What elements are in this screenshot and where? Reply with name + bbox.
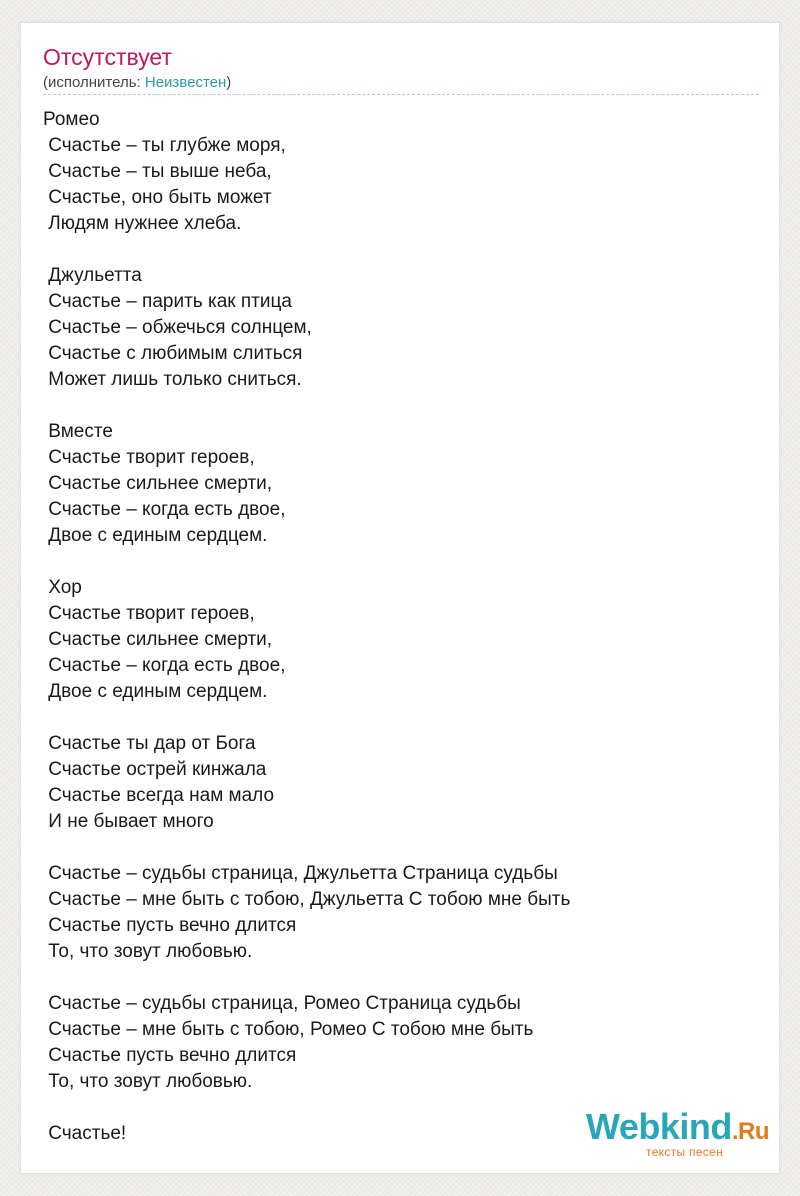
lyric-line: Вместе bbox=[43, 421, 113, 442]
lyric-line bbox=[43, 965, 759, 991]
lyric-line bbox=[43, 549, 759, 575]
title-divider bbox=[43, 94, 759, 95]
lyric-line: Счастье! bbox=[43, 1123, 127, 1144]
lyric-line bbox=[43, 237, 759, 263]
lyric-line: Счастье творит героев, bbox=[43, 447, 255, 468]
lyric-line: Ромео bbox=[43, 109, 100, 130]
logo-tagline: тексты песен bbox=[646, 1145, 723, 1159]
lyric-line: Людям нужнее хлеба. bbox=[43, 213, 242, 234]
lyric-line bbox=[43, 393, 759, 419]
logo-main-text: Webkind bbox=[585, 1106, 732, 1147]
lyric-line: Счастье острей кинжала bbox=[43, 759, 267, 780]
artist-link[interactable]: Неизвестен bbox=[144, 74, 227, 91]
lyric-line: Счастье всегда нам мало bbox=[43, 785, 275, 806]
lyric-line: Хор bbox=[43, 577, 82, 598]
lyrics-text bbox=[43, 107, 759, 1147]
lyric-line: Счастье ты дар от Бога bbox=[43, 733, 256, 754]
lyric-line: Счастье пусть вечно длится bbox=[43, 915, 297, 936]
lyric-line: Счастье творит героев, bbox=[43, 603, 255, 624]
lyric-line: И не бывает много bbox=[43, 811, 214, 832]
lyric-line: Счастье – судьбы страница, Джульетта Страница судьбы bbox=[43, 863, 558, 884]
artist-line bbox=[43, 74, 231, 92]
lyrics-card bbox=[20, 22, 780, 1174]
lyric-line: Счастье с любимым слиться bbox=[43, 343, 303, 364]
artist-prefix: (исполнитель: bbox=[43, 74, 145, 91]
lyric-line: Двое с единым сердцем. bbox=[43, 525, 268, 546]
artist-suffix: ) bbox=[226, 74, 232, 91]
logo-suffix: .Ru bbox=[731, 1118, 769, 1145]
lyric-line: Счастье сильнее смерти, bbox=[43, 473, 273, 494]
lyric-line: Счастье – обжечься солнцем, bbox=[43, 317, 312, 338]
lyric-line: Счастье – судьбы страница, Ромео Страница судьбы bbox=[43, 993, 521, 1014]
lyric-line: Счастье – парить как птица bbox=[43, 291, 292, 312]
lyric-line: Счастье пусть вечно длится bbox=[43, 1045, 297, 1066]
lyric-line: Счастье – мне быть с тобою, Джульетта С тобою мне быть bbox=[43, 889, 571, 910]
lyric-line: Счастье – когда есть двое, bbox=[43, 655, 286, 676]
lyric-line: Счастье – ты выше неба, bbox=[43, 161, 272, 182]
site-logo[interactable] bbox=[569, 1107, 769, 1163]
lyric-line: Счастье – мне быть с тобою, Ромео С тобою мне быть bbox=[43, 1019, 534, 1040]
lyric-line: Счастье сильнее смерти, bbox=[43, 629, 273, 650]
lyric-line: То, что зовут любовью. bbox=[43, 1071, 253, 1092]
lyric-line: Счастье, оно быть может bbox=[43, 187, 272, 208]
lyric-line: Счастье – ты глубже моря, bbox=[43, 135, 286, 156]
lyric-line: Может лишь только сниться. bbox=[43, 369, 302, 390]
lyric-line: Счастье – когда есть двое, bbox=[43, 499, 286, 520]
lyric-line: То, что зовут любовью. bbox=[43, 941, 253, 962]
lyric-line bbox=[43, 835, 759, 861]
lyric-line: Джульетта bbox=[43, 265, 142, 286]
song-title: Отсутствует bbox=[43, 44, 172, 70]
lyric-line: Двое с единым сердцем. bbox=[43, 681, 268, 702]
lyric-line bbox=[43, 705, 759, 731]
